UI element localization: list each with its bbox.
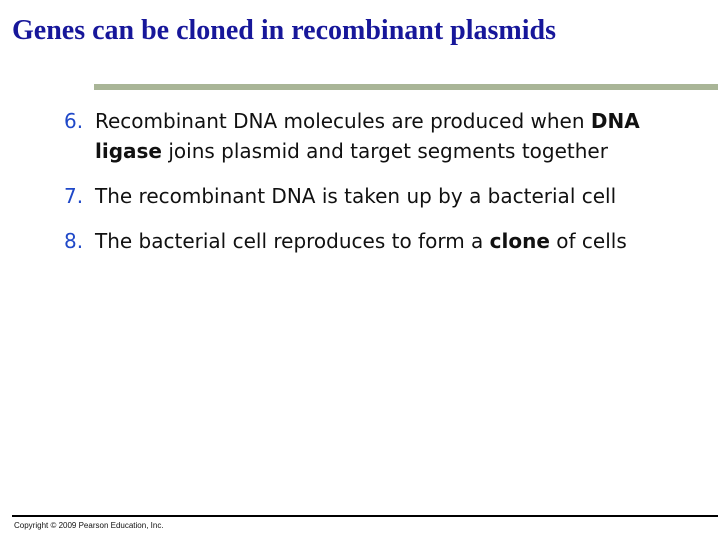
list-item-clone [64, 226, 664, 256]
slide-content [64, 106, 664, 271]
title-divider [94, 84, 718, 90]
item-number: 8. [64, 229, 84, 253]
list-item-uptake [64, 181, 664, 211]
footer-divider [12, 515, 718, 517]
item-number: 7. [64, 184, 84, 208]
item-text: Recombinant DNA molecules are produced when [95, 109, 591, 133]
bold-term-dna-ligase: DNA ligase [95, 109, 640, 163]
item-text: The recombinant DNA is taken up by a bacterial cell [95, 184, 617, 208]
list-item-ligase [64, 106, 664, 166]
item-text: of cells [549, 229, 627, 253]
slide-title: Genes can be cloned in recombinant plasmids [12, 15, 556, 46]
item-text: The bacterial cell reproduces to form a [95, 229, 490, 253]
item-text: joins plasmid and target segments together [162, 139, 608, 163]
item-number: 6. [64, 109, 84, 133]
copyright-text: Copyright © 2009 Pearson Education, Inc. [14, 521, 164, 530]
bold-term-clone: clone [489, 229, 550, 253]
